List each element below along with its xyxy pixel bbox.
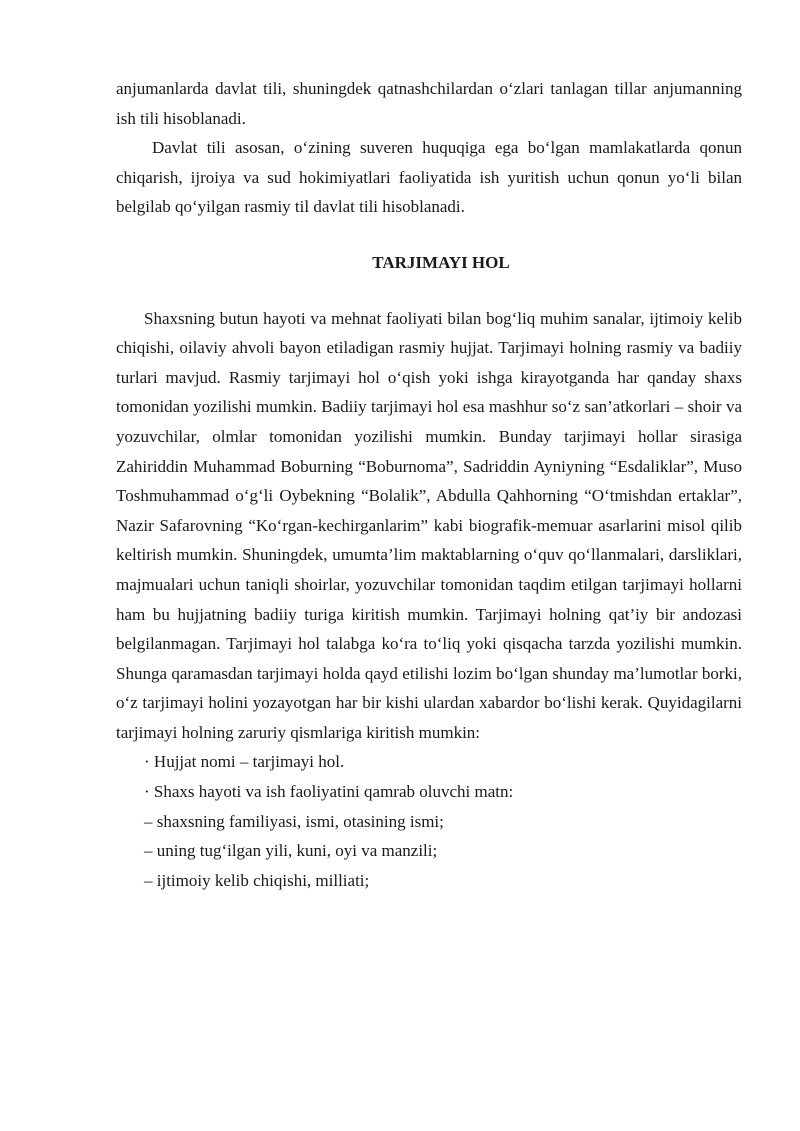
list-item: · Shaxs hayoti va ish faoliyatini qamrab oluvchi matn: (144, 782, 514, 802)
body-paragraph: Shaxsning butun hayoti va mehnat faoliyati bilan bog‘liq muhim sanalar, ijtimoiy kelib chiqishi, oilaviy ahvoli bayon etiladigan rasmiy hujjat. Tarjimayi holning rasmiy va badiiy turlari mavjud. Rasmiy tarjimayi hol o‘qish yoki ishga kirayotganda har qanday shaxs tomonidan yozilishi mumkin. Badiiy tarjimayi hol esa mashhur so‘z san’atkorlari – shoir va yozuvchilar, olmlar tomonidan yozilishi mumkin. Bunday tarjimayi hollar sirasiga Zahiriddin Muhammad Boburning “Boburnoma”, Sadriddin Ayniyning “Esdaliklar”, Muso Toshmuhammad o‘g‘li Oybekning “Bolalik”, Abdulla Qahhorning “O‘tmishdan ertaklar”, Nazir Safarovning “Ko‘rgan-kechirganlarim” kabi biografik-memuar asarlarini misol qilib keltirish mumkin. Shuningdek, umumta’lim maktablarning o‘quv qo‘llanmalari, darsliklari, majmualari uchun taniqli shoirlar, yozuvchilar tomonidan taqdim etilgan tarjimayi hollarni ham bu hujjatning badiiy turiga kiritish mumkin. Tarjimayi holning qat’iy bir andozasi belgilanmagan. Tarjimayi hol talabga ko‘ra to‘liq yoki qisqacha tarzda yozilishi mumkin. Shunga qaramasdan tarjimayi holda qayd etilishi lozim bo‘lgan shunday ma’lumotlar borki, o‘z tarjimayi holini yozayotgan har bir kishi ulardan xabardor bo‘lishi kerak. Quyidagilarni tarjimayi holning zaruriy qismlariga kiritish mumkin: (116, 308, 742, 742)
list-item: – shaxsning familiyasi, ismi, otasining ismi; (144, 811, 444, 831)
intro-paragraph-continued: anjumanlarda davlat tili, shuningdek qatnashchilardan o‘zlari tanlagan tillar anjumanning ish tili hisoblanadi. (116, 79, 742, 128)
list-item: – ijtimoiy kelib chiqishi, milliati; (144, 870, 370, 890)
requirements-list (116, 747, 742, 895)
section-heading: TARJIMAYI HOL (372, 252, 510, 272)
document-page (116, 74, 742, 895)
list-item: – uning tug‘ilgan yili, kuni, oyi va manzili; (144, 841, 438, 861)
list-item: · Hujjat nomi – tarjimayi hol. (144, 752, 345, 772)
intro-paragraph-state-language: Davlat tili asosan, o‘zining suveren huquqiga ega bo‘lgan mamlakatlarda qonun chiqarish, ijroiya va sud hokimiyatlari faoliyatida ish yuritish uchun qonun yo‘li bilan belgilab qo‘yilgan rasmiy til davlat tili hisoblanadi. (116, 138, 742, 217)
